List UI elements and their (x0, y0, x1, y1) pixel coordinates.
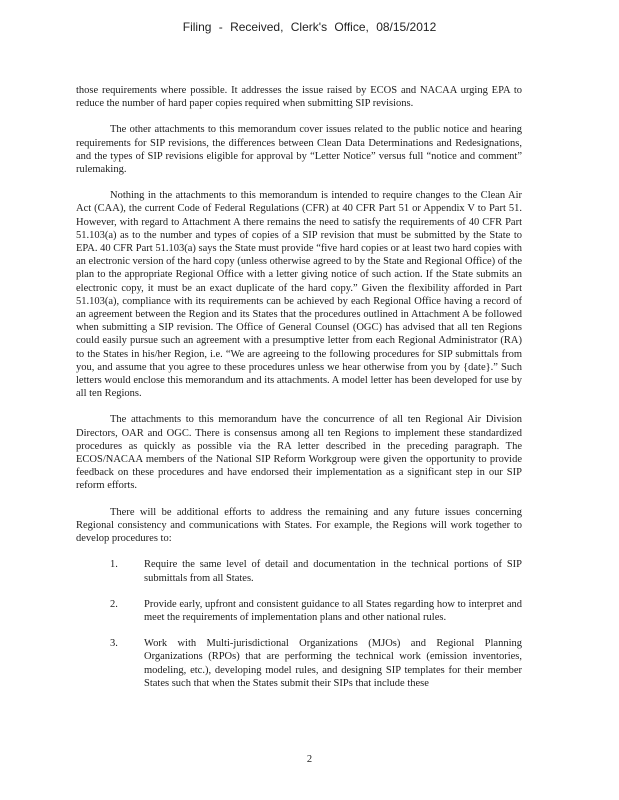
list-item-text: Work with Multi-jurisdictional Organizations (MJOs) and Regional Planning Organizations (RPOs) that are performing the technical work (emission inventories, modeling, etc.), developing model rules, and designing SIP templates for their member States such that when the States submit their SIPs that include these (144, 638, 522, 689)
list-item-text: Provide early, upfront and consistent guidance to all States regarding how to interpret and meet the requirements of implementation plans and other national rules. (144, 598, 522, 623)
list-item (76, 637, 522, 690)
paragraph: The attachments to this memorandum have the concurrence of all ten Regional Air Division Directors, OAR and OGC. There is consensus among all ten Regions to implement these standardized procedures as quickly as possible via the RA letter described in the preceding paragraph. The ECOS/NACAA members of the National SIP Reform Workgroup were given the opportunity to provide feedback on these procedures and have endorsed their implementation as a significant step in our SIP reform efforts. (76, 414, 522, 492)
paragraph: There will be additional efforts to address the remaining and any future issues concerning Regional consistency and communications with States. For example, the Regions will work together to develop procedures to: (76, 506, 522, 545)
page-number: 2 (306, 754, 313, 765)
list-item (76, 598, 522, 624)
list-item-number: 3. (110, 638, 118, 650)
numbered-list (76, 558, 522, 690)
list-item-number: 2. (110, 598, 118, 610)
list-item (76, 558, 522, 584)
list-item-number: 1. (110, 559, 118, 571)
filing-stamp: Filing - Received, Clerk's Office, 08/15/2012 (182, 20, 437, 34)
paragraph: The other attachments to this memorandum cover issues related to the public notice and hearing requirements for SIP revisions, the differences between Clean Data Determinations and Redesignations, and the types of SIP revisions eligible for approval by “Letter Notice” versus full “notice and comment” rulemaking. (76, 124, 522, 176)
list-item-text: Require the same level of detail and documentation in the technical portions of SIP submittals from all States. (144, 559, 522, 584)
document-body (76, 84, 522, 703)
paragraph: those requirements where possible. It addresses the issue raised by ECOS and NACAA urging EPA to reduce the number of hard paper copies required when submitting SIP revisions. (76, 85, 522, 110)
paragraph: Nothing in the attachments to this memorandum is intended to require changes to the Clean Air Act (CAA), the current Code of Federal Regulations (CFR) at 40 CFR Part 51 or Appendix V to Part 51. However, with regard to Attachment A there remains the need to satisfy the requirements of 40 CFR Part 51.103(a) as to the number and types of copies of a SIP revision that must be submitted by the State to EPA. 40 CFR Part 51.103(a) says the State must provide “five hard copies or at least two hard copies with an electronic version of the hard copy (unless otherwise agreed to by the State and Regional Office) of the plan to the appropriate Regional Office with a letter giving notice of such action. If the State submits an electronic copy, it must be an exact duplicate of the hard copy.” Given the flexibility afforded in Part 51.103(a), compliance with its requirements can be achieved by each Regional Office having a record of an agreement between the Region and its States that the procedures outlined in Attachment A be followed when submitting a SIP revision. The Office of General Counsel (OGC) has advised that all ten Regions could easily pursue such an agreement with a presumptive letter from each Regional Administrator (RA) to the States in his/her Region, i.e. “We are agreeing to the following procedures for SIP submittals from you, and assume that you agree to these procedures unless we hear otherwise from you by {date}.” Such letters would enclose this memorandum and its attachments. A model letter has been developed for use by all ten Regions. (76, 190, 522, 400)
